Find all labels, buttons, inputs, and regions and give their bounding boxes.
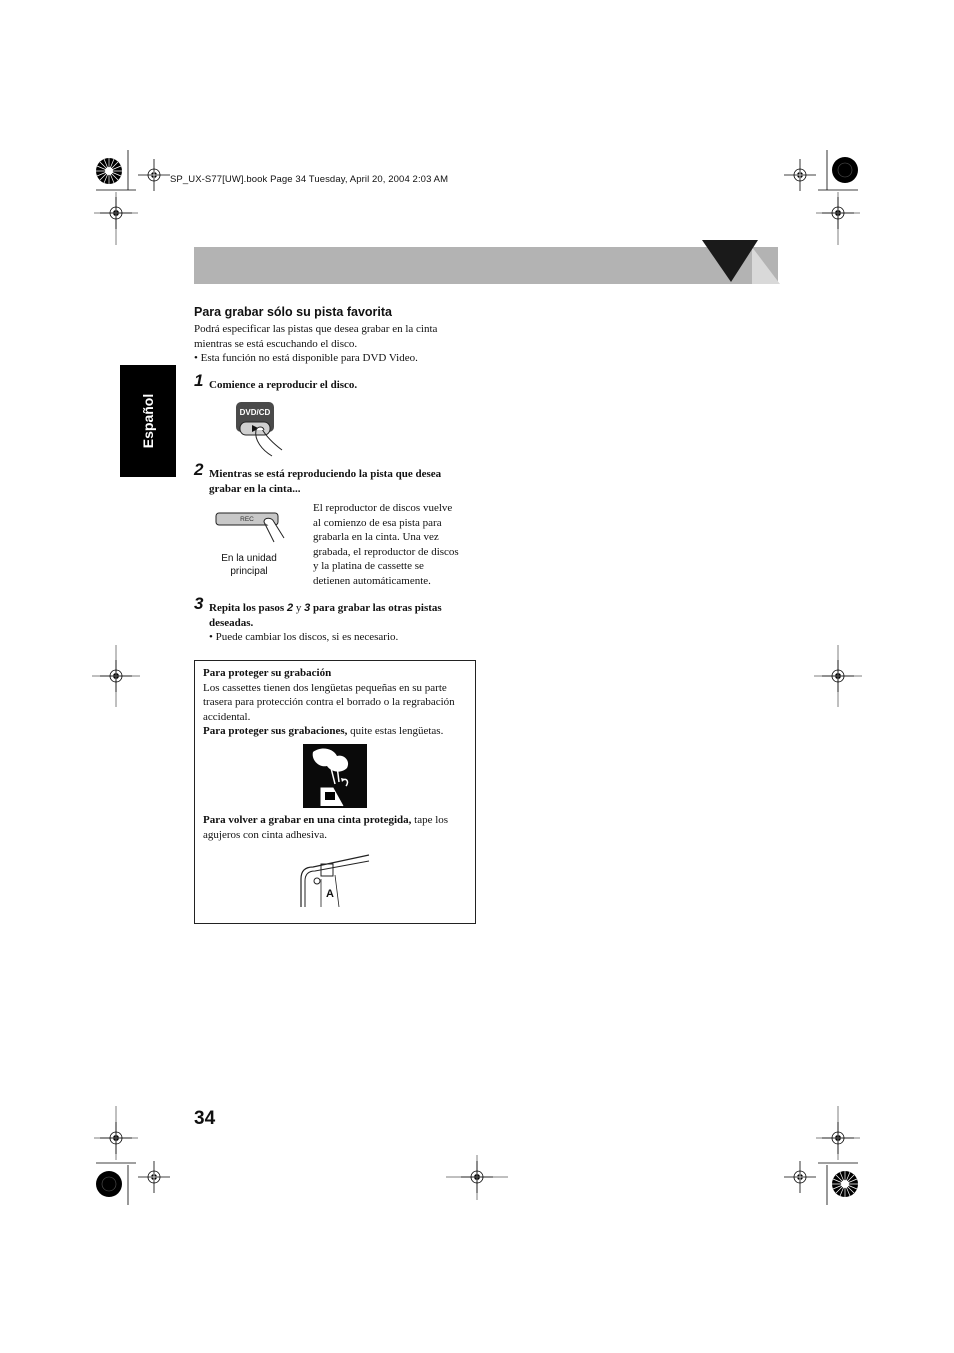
step-text-line: grabar en la cinta... (209, 482, 301, 495)
note-line: Los cassettes tienen dos lengüetas pequeñas en su parte (203, 681, 447, 694)
rec-button-illustration (212, 508, 292, 548)
step-text-line (209, 601, 474, 616)
step-bullet: • Puede cambiar los discos, si es necesario. (209, 631, 399, 643)
dvd-cd-button-illustration (232, 400, 292, 458)
cassette-tab-removal-icon (303, 744, 367, 808)
cassette-corner-tape-icon (293, 851, 373, 909)
note-bold-phrase: Para volver a grabar en una cinta protegida, (203, 814, 412, 826)
description-line: El reproductor de discos vuelve (313, 502, 453, 514)
illustration-caption (210, 552, 288, 578)
description-line: grabarla en la cinta. Una vez (313, 531, 439, 544)
step-reference: 2 (286, 602, 294, 614)
step-number: 1 (194, 371, 204, 390)
note-line (203, 724, 471, 739)
protect-recording-note-box (194, 660, 476, 924)
step-text-part: para grabar las otras pistas (310, 602, 442, 614)
step-text (209, 601, 474, 645)
caption-line: principal (230, 566, 268, 577)
note-phrase: quite estas lengüetas. (347, 725, 444, 738)
step-text: Comience a reproducir el disco. (209, 379, 358, 391)
triangle-marker-icon (700, 239, 780, 285)
description-line: al comienzo de esa pista para (313, 516, 442, 529)
step-number: 3 (194, 594, 204, 613)
step-text-part: Repita los pasos (209, 602, 287, 614)
file-info-header: SP_UX-S77[UW].book Page 34 Tuesday, April 20, 2004 2:03 AM (170, 174, 449, 185)
section-title: Para grabar sólo su pista favorita (194, 305, 392, 319)
note-line (203, 813, 471, 828)
intro-line: Podrá especificar las pistas que desea grabar en la cinta (194, 323, 438, 335)
caption-line: En la unidad (221, 553, 277, 564)
step-reference: 3 (304, 602, 311, 614)
rec-button-icon (212, 508, 292, 548)
note-text-top (203, 666, 471, 739)
description-line: grabada, el reproductor de discos (313, 545, 459, 558)
dvd-cd-button-label: DVD/CD (239, 408, 271, 417)
note-phrase: tape los (411, 814, 449, 826)
description-line: y la platina de cassette se (313, 560, 424, 573)
note-title: Para proteger su grabación (203, 667, 332, 679)
note-line: trasera para protección contra el borrado o la regrabación (203, 696, 455, 709)
note-line: agujeros con cinta adhesiva. (203, 828, 328, 841)
cassette-side-label: A (326, 888, 334, 900)
note-text-bottom (203, 813, 471, 842)
section-header-band (194, 247, 778, 284)
step-text-line: Mientras se está reproduciendo la pista que desea (209, 468, 442, 480)
note-bold-phrase: Para proteger sus grabaciones, (203, 725, 348, 738)
step2-description (313, 501, 483, 589)
step-text (209, 467, 474, 496)
step-text-line: deseadas. (209, 616, 254, 629)
step-text-part: y (293, 602, 305, 614)
description-line: detienen automáticamente. (313, 574, 431, 587)
step-number: 2 (194, 460, 204, 479)
rec-button-label: REC (240, 516, 254, 523)
page-number: 34 (194, 1108, 216, 1129)
intro-line: mientras se está escuchando el disco. (194, 337, 358, 350)
section-intro (194, 322, 479, 366)
language-tab-label: Español (140, 393, 156, 449)
intro-bullet: • Esta función no está disponible para DVD Video. (194, 352, 418, 365)
language-tab (120, 365, 176, 477)
note-line: accidental. (203, 710, 251, 723)
